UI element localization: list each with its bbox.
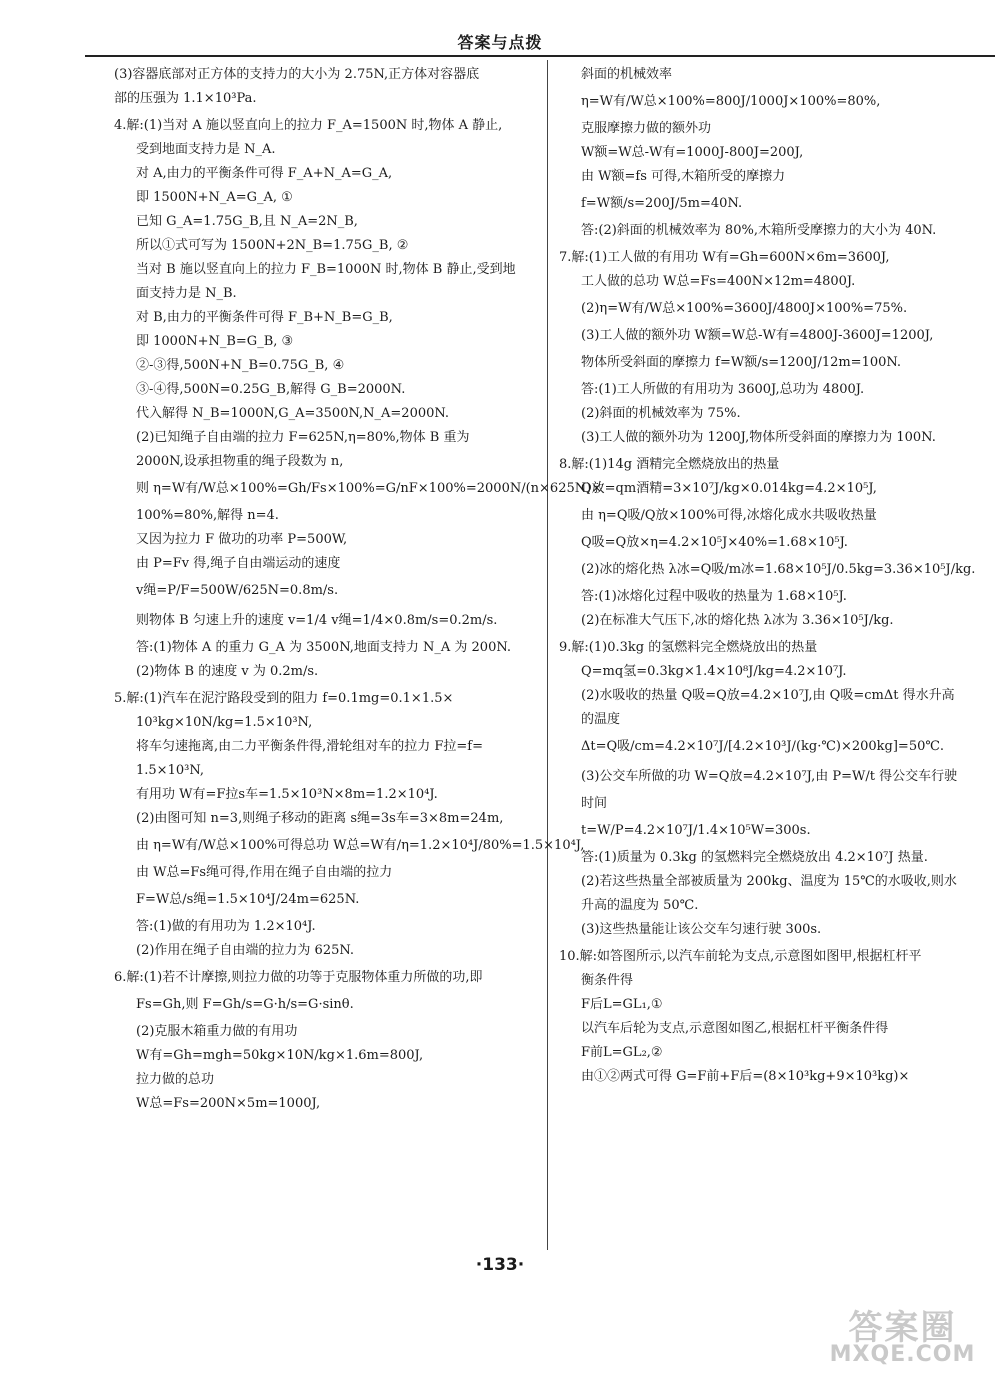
- text-line: Fs=Gh,则 F=Gh/s=G·h/s=G·sinθ.: [136, 997, 354, 1012]
- text-line: 由①②两式可得 G=F前+F后=(8×10³kg+9×10³kg)×: [581, 1069, 910, 1084]
- text-line: 10.解:如答图所示,以汽车前轮为支点,示意图如图甲,根据杠杆平: [559, 949, 922, 964]
- column-divider: [547, 60, 548, 1250]
- text-line: f=W额/s=200J/5m=40N.: [581, 196, 743, 211]
- text-line: 有用功 W有=F拉s车=1.5×10³N×8m=1.2×10⁴J.: [136, 787, 438, 802]
- text-line: (3)工人做的额外功为 1200J,物体所受斜面的摩擦力为 100N.: [581, 430, 936, 445]
- text-line: (2)克服木箱重力做的有用功: [136, 1024, 298, 1039]
- text-line: t=W/P=4.2×10⁷J/1.4×10⁵W=300s.: [581, 823, 811, 838]
- text-line: 面支持力是 N_B.: [136, 286, 237, 301]
- text-line: (3)这些热量能让该公交车匀速行驶 300s.: [581, 922, 822, 937]
- text-line: 4.解:(1)当对 A 施以竖直向上的拉力 F_A=1500N 时,物体 A 静止,: [114, 118, 503, 133]
- text-line: (2)由图可知 n=3,则绳子移动的距离 s绳=3s车=3×8m=24m,: [136, 811, 504, 826]
- text-line: 即 1500N+N_A=G_A, ①: [136, 190, 293, 205]
- text-line: 由 W额=fs 可得,木箱所受的摩擦力: [581, 169, 786, 184]
- text-line: (3)容器底部对正方体的支持力的大小为 2.75N,正方体对容器底: [114, 67, 480, 82]
- text-line: 受到地面支持力是 N_A.: [136, 142, 276, 157]
- text-line: 拉力做的总功: [136, 1072, 215, 1087]
- text-line: 则物体 B 匀速上升的速度 v=1/4 v绳=1/4×0.8m/s=0.2m/s.: [136, 613, 498, 628]
- text-line: F前L=GL₂,②: [581, 1045, 663, 1060]
- text-line: W有=Gh=mgh=50kg×10N/kg×1.6m=800J,: [136, 1048, 424, 1063]
- text-line: 升高的温度为 50℃.: [581, 898, 699, 913]
- text-line: (3)公交车所做的功 W=Q放=4.2×10⁷J,由 P=W/t 得公交车行驶: [581, 769, 958, 784]
- text-line: 8.解:(1)14g 酒精完全燃烧放出的热量: [559, 457, 780, 472]
- text-line: (2)若这些热量全部被质量为 200kg、温度为 15℃的水吸收,则水: [581, 874, 957, 889]
- text-line: 所以①式可写为 1500N+2N_B=1.75G_B, ②: [136, 238, 409, 253]
- text-line: 5.解:(1)汽车在泥泞路段受到的阻力 f=0.1mg=0.1×1.5×: [114, 691, 454, 706]
- text-line: 由 P=Fv 得,绳子自由端运动的速度: [136, 556, 341, 571]
- text-line: (2)斜面的机械效率为 75%.: [581, 406, 741, 421]
- text-line: 部的压强为 1.1×10³Pa.: [114, 91, 257, 106]
- text-line: η=W有/W总×100%=800J/1000J×100%=80%,: [581, 94, 881, 109]
- text-line: Q放=qm酒精=3×10⁷J/kg×0.014kg=4.2×10⁵J,: [581, 481, 877, 496]
- text-line: 将车匀速拖离,由二力平衡条件得,滑轮组对车的拉力 F拉=f=: [136, 739, 484, 754]
- text-line: W额=W总-W有=1000J-800J=200J,: [581, 145, 804, 160]
- text-line: 答:(1)做的有用功为 1.2×10⁴J.: [136, 919, 316, 934]
- text-line: 物体所受斜面的摩擦力 f=W额/s=1200J/12m=100N.: [581, 355, 902, 370]
- page-header: [0, 0, 1000, 60]
- text-line: 由 η=W有/W总×100%可得总功 W总=W有/η=1.2×10⁴J/80%=1.5×10⁴J,: [136, 838, 585, 853]
- text-line: (2)水吸收的热量 Q吸=Q放=4.2×10⁷J,由 Q吸=cmΔt 得水升高: [581, 688, 955, 703]
- text-line: 2000N,设承担物重的绳子段数为 n,: [136, 454, 344, 469]
- text-line: 由 W总=Fs绳可得,作用在绳子自由端的拉力: [136, 865, 393, 880]
- text-line: W总=Fs=200N×5m=1000J,: [136, 1096, 321, 1111]
- header-rule: [85, 55, 995, 57]
- text-line: 10³kg×10N/kg=1.5×10³N,: [136, 715, 313, 730]
- text-line: 100%=80%,解得 n=4.: [136, 508, 279, 523]
- header-title: 答案与点拨: [457, 33, 543, 52]
- text-line: 斜面的机械效率: [581, 67, 673, 82]
- text-line: Δt=Q吸/cm=4.2×10⁷J/[4.2×10³J/(kg·℃)×200kg]=50℃.: [581, 739, 945, 754]
- text-line: 对 A,由力的平衡条件可得 F_A+N_A=G_A,: [136, 166, 393, 181]
- text-line: F后L=GL₁,①: [581, 997, 663, 1012]
- text-line: (2)物体 B 的速度 v 为 0.2m/s.: [136, 664, 319, 679]
- right-column: [559, 63, 989, 1089]
- text-line: 7.解:(1)工人做的有用功 W有=Gh=600N×6m=3600J,: [559, 250, 890, 265]
- page-number: ·133·: [475, 1255, 525, 1275]
- text-line: 当对 B 施以竖直向上的拉力 F_B=1000N 时,物体 B 静止,受到地: [136, 262, 516, 277]
- watermark-logo: [810, 1300, 995, 1370]
- text-line: 6.解:(1)若不计摩擦,则拉力做的功等于克服物体重力所做的功,即: [114, 970, 483, 985]
- text-line: F=W总/s绳=1.5×10⁴J/24m=625N.: [136, 892, 360, 907]
- text-line: v绳=P/F=500W/625N=0.8m/s.: [136, 583, 339, 598]
- text-line: 以汽车后轮为支点,示意图如图乙,根据杠杆平衡条件得: [581, 1021, 889, 1036]
- text-line: 9.解:(1)0.3kg 的氢燃料完全燃烧放出的热量: [559, 640, 818, 655]
- text-line: 由 η=Q吸/Q放×100%可得,冰熔化成水共吸收热量: [581, 508, 877, 523]
- text-line: 时间: [581, 796, 608, 811]
- text-line: ③-④得,500N=0.25G_B,解得 G_B=2000N.: [136, 382, 406, 397]
- text-line: (2)作用在绳子自由端的拉力为 625N.: [136, 943, 355, 958]
- text-line: Q=mq氢=0.3kg×1.4×10⁸J/kg=4.2×10⁷J.: [581, 664, 847, 679]
- text-line: 衡条件得: [581, 973, 634, 988]
- text-line: 答:(1)冰熔化过程中吸收的热量为 1.68×10⁵J.: [581, 589, 847, 604]
- text-line: 1.5×10³N,: [136, 763, 204, 778]
- text-line: 对 B,由力的平衡条件可得 F_B+N_B=G_B,: [136, 310, 393, 325]
- text-line: 则 η=W有/W总×100%=Gh/Fs×100%=G/nF×100%=2000N/(n×625N)×: [136, 481, 603, 496]
- watermark-text: 答案圈: [848, 1308, 957, 1348]
- text-line: 答:(1)工人所做的有用功为 3600J,总功为 4800J.: [581, 382, 865, 397]
- watermark-site: MXQE.COM: [829, 1342, 976, 1367]
- text-line: (2)已知绳子自由端的拉力 F=625N,η=80%,物体 B 重为: [136, 430, 470, 445]
- text-line: 答:(1)物体 A 的重力 G_A 为 3500N,地面支持力 N_A 为 200N.: [136, 640, 512, 655]
- text-line: 已知 G_A=1.75G_B,且 N_A=2N_B,: [136, 214, 358, 229]
- text-line: (3)工人做的额外功 W额=W总-W有=4800J-3600J=1200J,: [581, 328, 934, 343]
- text-line: (2)η=W有/W总×100%=3600J/4800J×100%=75%.: [581, 301, 908, 316]
- text-line: (2)在标准大气压下,冰的熔化热 λ冰为 3.36×10⁵J/kg.: [581, 613, 894, 628]
- text-line: 工人做的总功 W总=Fs=400N×12m=4800J.: [581, 274, 856, 289]
- text-line: 代入解得 N_B=1000N,G_A=3500N,N_A=2000N.: [136, 406, 450, 421]
- text-line: 克服摩擦力做的额外功: [581, 121, 712, 136]
- text-line: 又因为拉力 F 做功的功率 P=500W,: [136, 532, 348, 547]
- text-line: ②-③得,500N+N_B=0.75G_B, ④: [136, 358, 345, 373]
- text-line: 答:(2)斜面的机械效率为 80%,木箱所受摩擦力的大小为 40N.: [581, 223, 937, 238]
- text-line: 的温度: [581, 712, 621, 727]
- text-line: Q吸=Q放×η=4.2×10⁵J×40%=1.68×10⁵J.: [581, 535, 848, 550]
- text-line: (2)冰的熔化热 λ冰=Q吸/m冰=1.68×10⁵J/0.5kg=3.36×10⁵J/kg.: [581, 562, 976, 577]
- text-line: 即 1000N+N_B=G_B, ③: [136, 334, 294, 349]
- text-line: 答:(1)质量为 0.3kg 的氢燃料完全燃烧放出 4.2×10⁷J 热量.: [581, 850, 928, 865]
